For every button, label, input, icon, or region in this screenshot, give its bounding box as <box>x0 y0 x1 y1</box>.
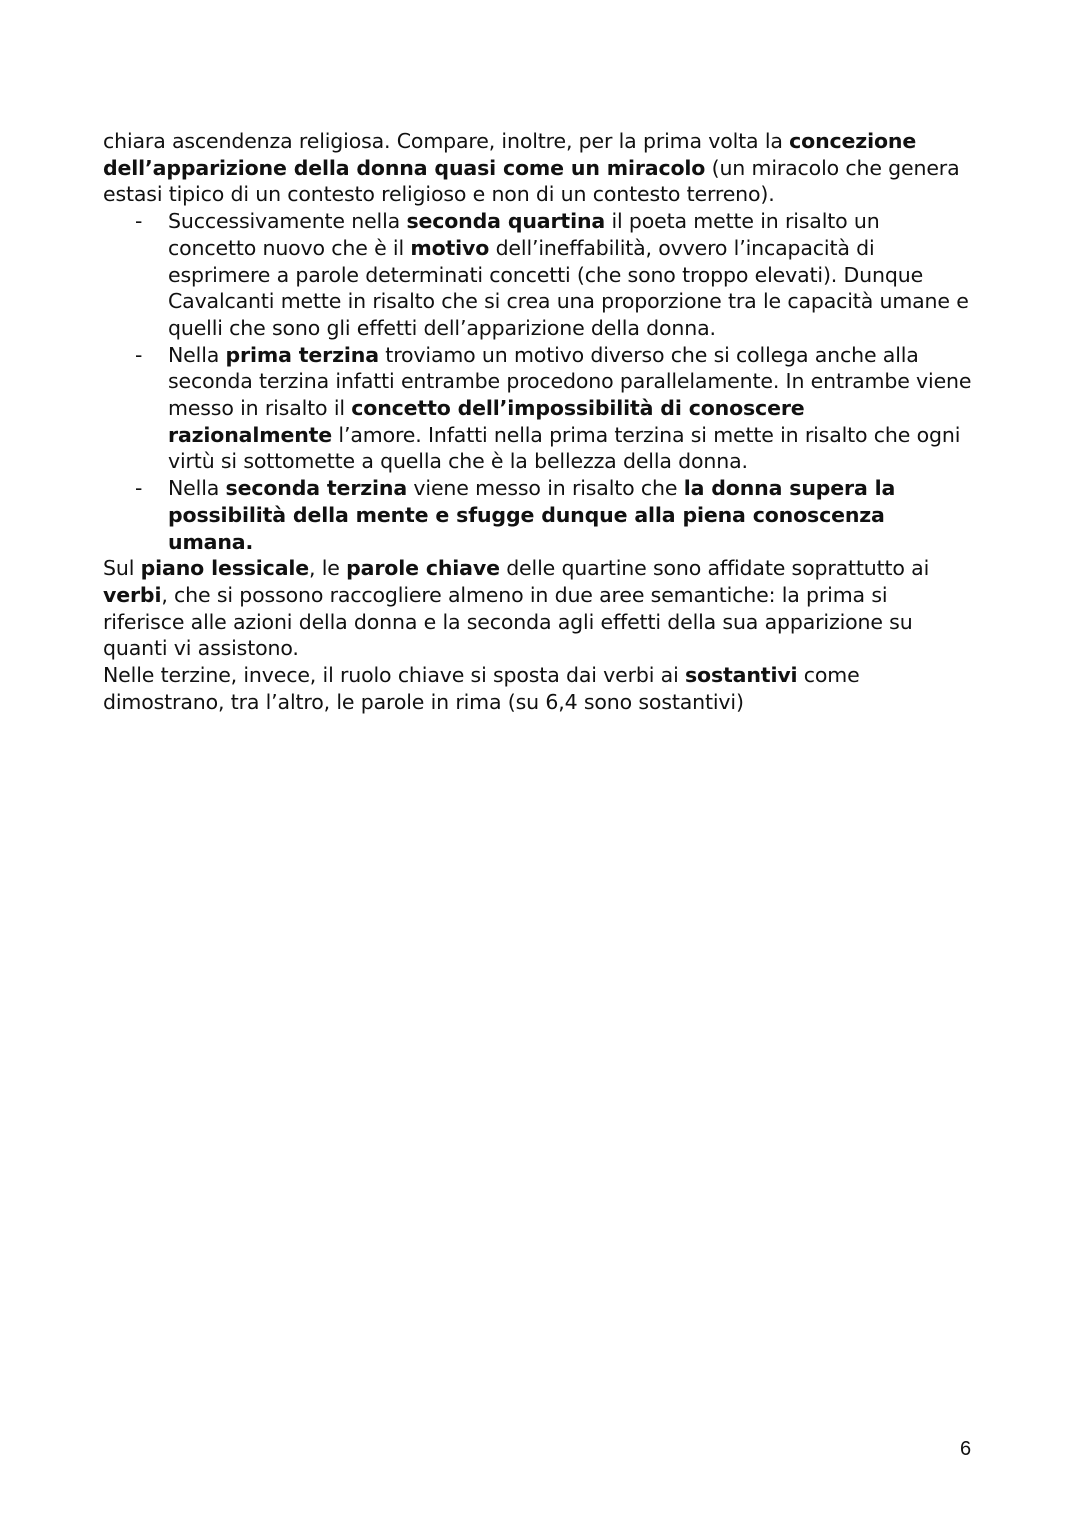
page-content <box>103 128 973 715</box>
bold-text-run: concetto dell’impossibilità di conoscere razionalmente <box>168 396 805 447</box>
bold-text-run: concezione dell’apparizione della donna quasi come un miracolo <box>103 129 917 180</box>
bold-text-run: sostantivi <box>684 663 798 688</box>
bullet-marker: - <box>135 476 143 501</box>
text-run: Nella <box>168 476 226 501</box>
text-run: , le <box>309 556 347 581</box>
bold-text-run: seconda quartina <box>406 209 606 234</box>
bold-text-run: piano lessicale <box>140 556 310 581</box>
text-run: Nelle terzine, invece, il ruolo chiave si sposta dai verbi ai <box>103 663 685 688</box>
bullet-item-seconda-terzina <box>103 475 973 555</box>
bullet-item-prima-terzina <box>103 342 973 476</box>
text-run: il poeta mette in risalto un concetto nuovo che è il <box>168 209 880 260</box>
text-run: delle quartine sono affidate soprattutto ai <box>499 556 930 581</box>
bold-text-run: motivo <box>410 235 490 260</box>
text-run: Successivamente nella <box>168 209 407 234</box>
bold-text-run: prima terzina <box>225 342 379 367</box>
text-run: (un miracolo che genera estasi tipico di un contesto religioso e non di un contesto terreno). <box>103 155 960 207</box>
bold-text-run: parole chiave <box>346 556 500 581</box>
text-run: come dimostrano, tra l’altro, le parole in rima (su 6,4 sono sostantivi) <box>103 663 860 714</box>
bold-text-run: la donna supera la possibilità della mente e sfugge dunque alla piena conoscenza umana. <box>168 476 896 554</box>
bullet-marker: - <box>135 209 143 234</box>
text-run: chiara ascendenza religiosa. Compare, inoltre, per la prima volta la <box>103 129 790 153</box>
text-run: viene messo in risalto che <box>407 476 684 501</box>
text-run: , che si possono raccogliere almeno in due aree semantiche: la prima si riferisce alle azioni della donna e la seconda agli effetti della sua apparizione su quanti vi assistono. <box>103 582 913 661</box>
bold-text-run: verbi <box>103 582 162 607</box>
bullet-item-seconda-quartina <box>103 208 973 342</box>
continuation-paragraph <box>103 128 973 208</box>
paragraph-piano-lessicale <box>103 555 973 662</box>
paragraph-terzine <box>103 662 973 715</box>
text-run: Sul <box>103 556 141 581</box>
page-number: 6 <box>960 1438 972 1460</box>
bold-text-run: seconda terzina <box>225 476 408 501</box>
bullet-marker: - <box>135 342 143 367</box>
text-run: l’amore. Infatti nella prima terzina si mette in risalto che ogni virtù si sottomette a quella che è la bellezza della donna. <box>168 422 961 474</box>
text-run: troviamo un motivo diverso che si collega anche alla seconda terzina infatti entrambe procedono parallelamente. In entrambe viene messo in risalto il <box>168 342 972 421</box>
text-run: dell’ineffabilità, ovvero l’incapacità di esprimere a parole determinati concetti (che sono troppo elevati). Dunque Cavalcanti mette in risalto che si crea una proporzione tra le capacità umane e quelli che sono gli effetti dell’apparizione della donna. <box>168 235 969 340</box>
bullet-list <box>103 208 973 555</box>
text-run: Nella <box>168 342 226 367</box>
